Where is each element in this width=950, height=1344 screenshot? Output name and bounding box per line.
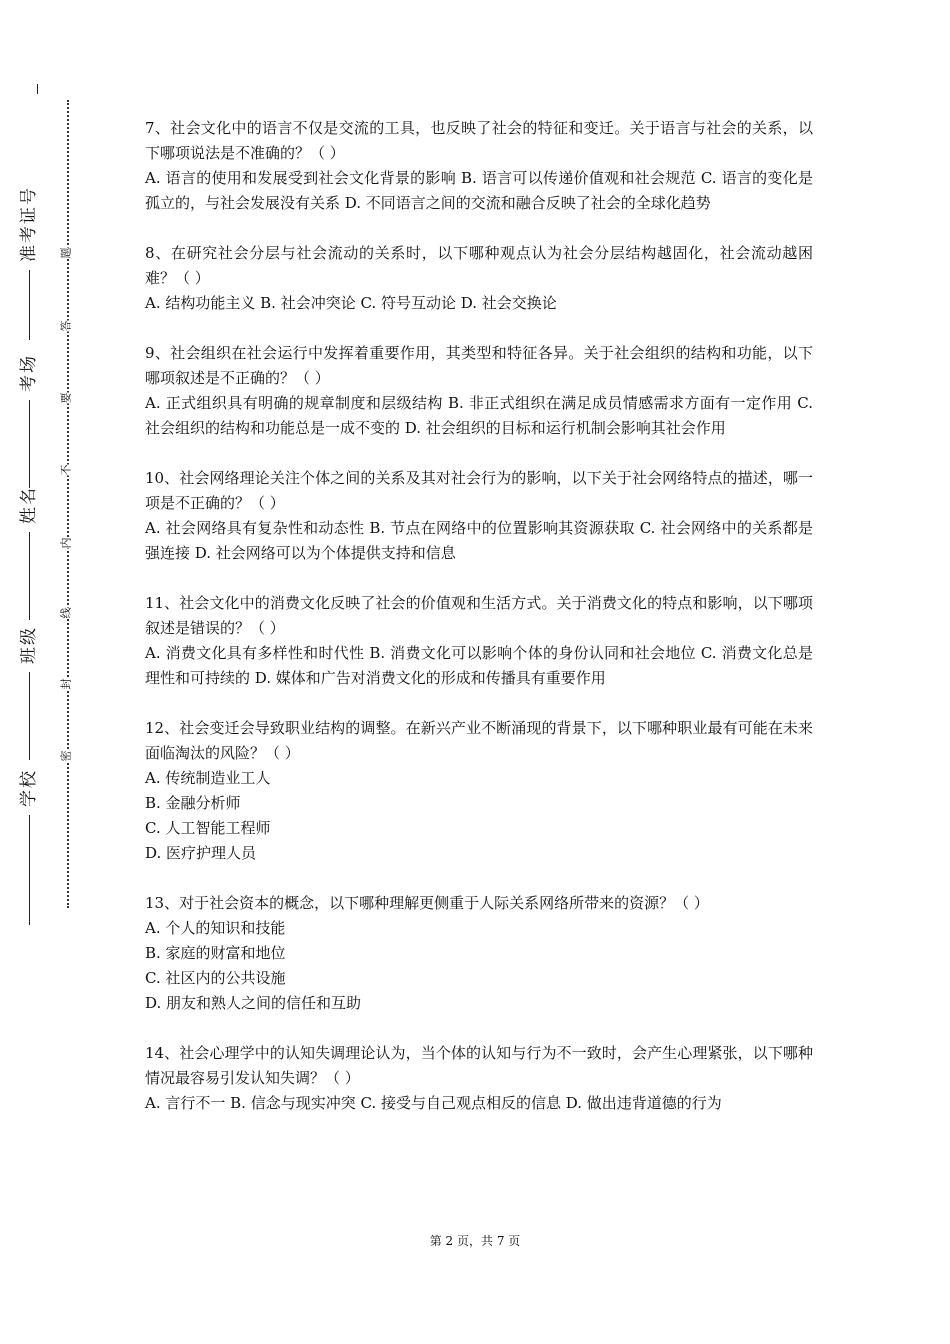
question-stem: 13、对于社会资本的概念，以下哪种理解更侧重于人际关系网络所带来的资源？（ ） [145,894,709,912]
page-number: 第 2 页，共 7 页 [429,1234,521,1248]
question-stem: 11、社会文化中的消费文化反映了社会的价值观和生活方式。关于消费文化的特点和影响，以下哪项叙述是错误的？（ ） [145,594,813,637]
question-11 [145,591,813,691]
question-stem: 10、社会网络理论关注个体之间的关系及其对社会行为的影响，以下关于社会网络特点的描述，哪一项是不正确的？（ ） [145,469,813,512]
question-12 [145,716,813,866]
question-9 [145,341,813,441]
blank-line [29,532,30,620]
seal-line [67,100,69,908]
option-a: A. 个人的知识和技能 [145,919,286,937]
question-stem: 7、社会文化中的语言不仅是交流的工具，也反映了社会的特征和变迁。关于语言与社会的关系，以下哪项说法是不准确的？（ ） [145,119,813,162]
school-field: 学校 [14,769,39,925]
seal-char: 内 [59,537,73,549]
question-options: A. 消费文化具有多样性和时代性 B. 消费文化可以影响个体的身份认同和社会地位 C. 消费文化总是理性和可持续的 D. 媒体和广告对消费文化的形成和传播具有重要作用 [145,644,813,687]
question-7 [145,116,813,216]
option-c: C. 社区内的公共设施 [145,969,286,987]
question-stem: 8、在研究社会分层与社会流动的关系时，以下哪种观点认为社会分层结构越固化，社会流动越困难？（ ） [145,244,813,287]
question-13 [145,891,813,1016]
name-field: 姓名 [14,486,39,620]
margin-rule-top [37,84,38,94]
blank-line [29,270,30,340]
question-options: A. 结构功能主义 B. 社会冲突论 C. 符号互动论 D. 社会交换论 [145,294,557,312]
seal-char: 不 [59,464,73,476]
question-options: A. 语言的使用和发展受到社会文化背景的影响 B. 语言可以传递价值观和社会规范 C. 语言的变化是孤立的，与社会发展没有关系 D. 不同语言之间的交流和融合反映了社会的全球化趋势 [145,169,813,212]
question-8 [145,241,813,316]
exam-room-field: 考场 [14,354,39,488]
blank-line [29,815,30,925]
question-stem: 14、社会心理学中的认知失调理论认为，当个体的认知与行为不一致时，会产生心理紧张，以下哪种情况最容易引发认知失调？（ ） [145,1044,813,1087]
option-d: D. 朋友和熟人之间的信任和互助 [145,994,362,1012]
option-a: A. 传统制造业工人 [145,769,271,787]
option-b: B. 家庭的财富和地位 [145,944,286,962]
question-14 [145,1041,813,1116]
seal-char: 线 [59,607,73,619]
seal-char: 要 [59,392,73,404]
option-b: B. 金融分析师 [145,794,241,812]
seal-char: 题 [59,247,73,259]
seal-char: 封 [59,678,73,690]
admission-number-field: 准考证号 [14,186,39,340]
question-stem: 9、社会组织在社会运行中发挥着重要作用，其类型和特征各异。关于社会组织的结构和功能，以下哪项叙述是不正确的？（ ） [145,344,813,387]
blank-line [29,400,30,488]
question-10 [145,466,813,566]
blank-line [29,672,30,760]
question-stem: 12、社会变迁会导致职业结构的调整。在新兴产业不断涌现的背景下，以下哪种职业最有可能在未来面临淘汰的风险？（ ） [145,719,813,762]
seal-char: 答 [59,320,73,332]
question-options: A. 言行不一 B. 信念与现实冲突 C. 接受与自己观点相反的信息 D. 做出违背道德的行为 [145,1094,722,1112]
option-c: C. 人工智能工程师 [145,819,271,837]
option-d: D. 医疗护理人员 [145,844,257,862]
question-options: A. 正式组织具有明确的规章制度和层级结构 B. 非正式组织在满足成员情感需求方面有一定作用 C. 社会组织的结构和功能总是一成不变的 D. 社会组织的目标和运行机制会影响其社会作用 [145,394,813,437]
seal-char: 密 [59,750,73,762]
question-list [145,116,813,1141]
question-options: A. 社会网络具有复杂性和动态性 B. 节点在网络中的位置影响其资源获取 C. 社会网络中的关系都是强连接 D. 社会网络可以为个体提供支持和信息 [145,519,813,562]
class-field: 班级 [14,626,39,760]
